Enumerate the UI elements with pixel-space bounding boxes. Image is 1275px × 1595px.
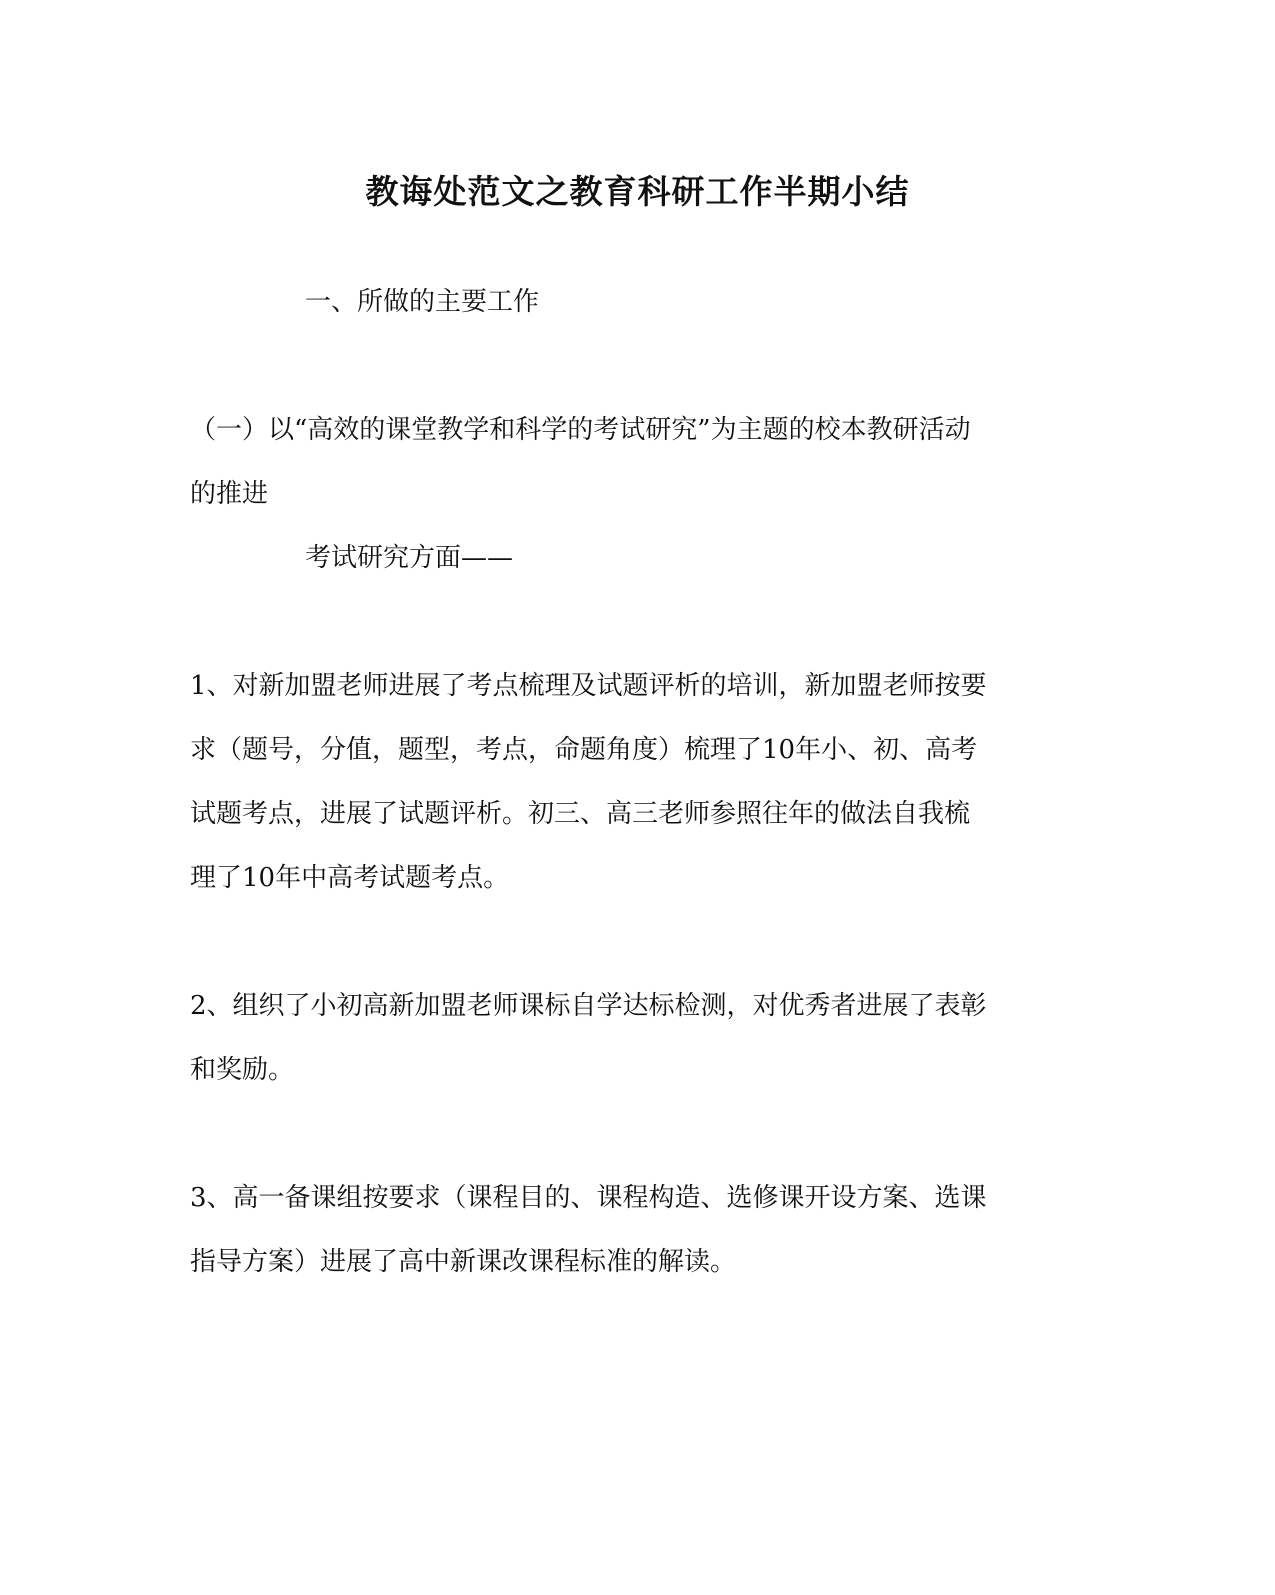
document-title: 教诲处范文之教育科研工作半期小结 [365, 172, 910, 211]
paragraph-line: （一）以“高效的课堂教学和科学的考试研究”为主题的校本教研活动 [190, 415, 971, 445]
paragraph-line: 求（题号，分值，题型，考点，命题角度）梳理了10年小、初、高考 [190, 735, 978, 765]
paragraph-line: 和奖励。 [190, 1055, 295, 1085]
paragraph-line: 理了10年中高考试题考点。 [190, 863, 510, 893]
paragraph-line: 的推进 [190, 479, 269, 509]
subheading: 考试研究方面—— [305, 543, 514, 573]
paragraph-line: 3、高一备课组按要求（课程目的、课程构造、选修课开设方案、选课 [190, 1183, 987, 1213]
paragraph-line: 2、组织了小初高新加盟老师课标自学达标检测，对优秀者进展了表彰 [190, 991, 987, 1021]
paragraph-line: 试题考点，进展了试题评析。初三、高三老师参照往年的做法自我梳 [190, 799, 971, 829]
section-heading: 一、所做的主要工作 [305, 287, 540, 317]
paragraph-line: 1、对新加盟老师进展了考点梳理及试题评析的培训，新加盟老师按要 [190, 671, 987, 701]
paragraph-line: 指导方案）进展了高中新课改课程标准的解读。 [190, 1247, 737, 1277]
